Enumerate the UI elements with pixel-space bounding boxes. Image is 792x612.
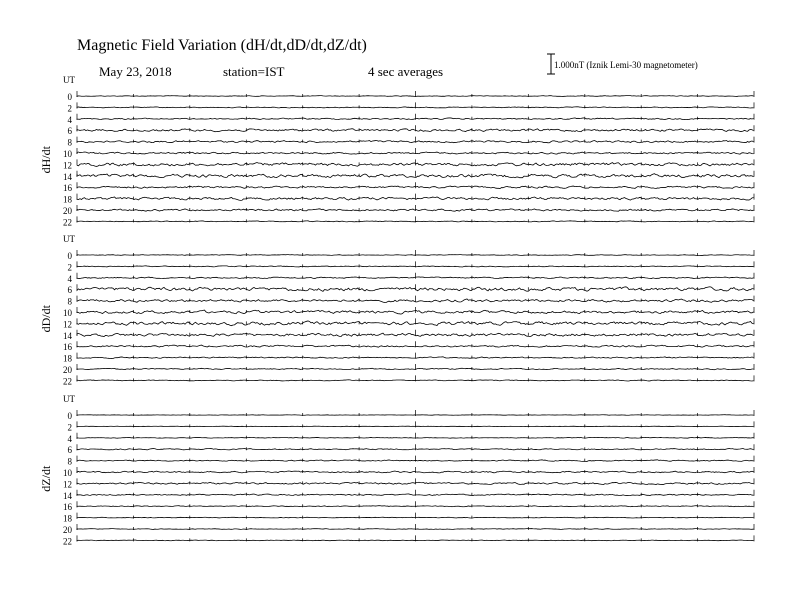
station-label: station=IST xyxy=(223,64,285,79)
time-ticks xyxy=(77,341,754,347)
row-hour-label: 16 xyxy=(63,502,72,513)
component-label: dD/dt xyxy=(39,305,53,333)
row-hour-label: 8 xyxy=(67,137,72,148)
ut-axis-label: UT xyxy=(63,394,75,404)
row-hour-label: 10 xyxy=(63,468,72,478)
row-hour-label: 0 xyxy=(67,411,72,421)
row-hour-label: 2 xyxy=(67,422,72,433)
row-hour-label: 18 xyxy=(63,194,72,205)
row-hour-label: 2 xyxy=(67,103,72,114)
row-hour-label: 6 xyxy=(67,126,72,137)
row-hour-label: 2 xyxy=(67,262,72,273)
row-hour-label: 8 xyxy=(67,296,72,307)
row-hour-label: 12 xyxy=(63,319,72,330)
row-hour-label: 10 xyxy=(63,149,72,159)
row-hour-label: 6 xyxy=(67,445,72,456)
row-hour-label: 22 xyxy=(63,217,72,228)
row-hour-label: 8 xyxy=(67,456,72,467)
row-hour-label: 6 xyxy=(67,285,72,296)
row-hour-label: 14 xyxy=(63,490,72,501)
component-label: dH/dt xyxy=(39,146,53,174)
row-hour-label: 4 xyxy=(67,114,72,125)
row-hour-label: 18 xyxy=(63,353,72,364)
row-hour-label: 22 xyxy=(63,376,72,387)
row-hour-label: 18 xyxy=(63,513,72,524)
row-hour-label: 0 xyxy=(67,92,72,102)
row-hour-label: 20 xyxy=(63,206,72,216)
row-hour-label: 10 xyxy=(63,308,72,318)
row-hour-label: 12 xyxy=(63,479,72,490)
date-label: May 23, 2018 xyxy=(99,64,172,79)
averaging-label: 4 sec averages xyxy=(368,64,444,79)
row-hour-label: 4 xyxy=(67,433,72,444)
row-hour-label: 16 xyxy=(63,342,72,353)
scale-bar-label: 1.000nT (Iznik Lemi-30 magnetometer) xyxy=(554,60,698,70)
row-hour-label: 20 xyxy=(63,525,72,535)
ut-axis-label: UT xyxy=(63,234,75,244)
row-hour-label: 0 xyxy=(67,251,72,261)
row-hour-label: 14 xyxy=(63,171,72,182)
ut-axis-label: UT xyxy=(63,75,75,85)
time-ticks xyxy=(77,307,754,313)
row-hour-label: 4 xyxy=(67,273,72,284)
component-label: dZ/dt xyxy=(39,465,53,492)
row-hour-label: 14 xyxy=(63,330,72,341)
row-hour-label: 12 xyxy=(63,160,72,171)
row-hour-label: 22 xyxy=(63,536,72,547)
chart-title: Magnetic Field Variation (dH/dt,dD/dt,dZ/dt) xyxy=(77,37,367,54)
row-hour-label: 20 xyxy=(63,365,72,375)
row-hour-label: 16 xyxy=(63,183,72,194)
